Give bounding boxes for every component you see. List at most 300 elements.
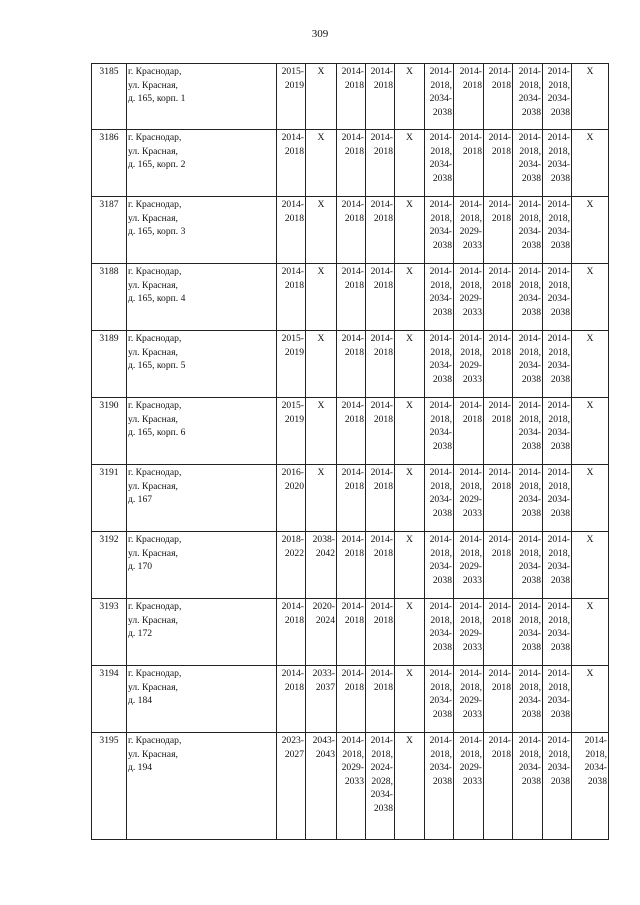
period-line: 2018 [344, 79, 364, 91]
address-line: ул. Красная, [128, 681, 178, 693]
period-cell: X [306, 64, 337, 130]
period-line: 2018, [430, 413, 452, 425]
registry-table [91, 63, 609, 840]
period-line: 2014- [488, 601, 511, 612]
period-cell: X [306, 398, 337, 465]
period-line: 2034- [429, 762, 452, 773]
period-line: 2014- [341, 333, 364, 344]
period-line: 2019 [284, 346, 304, 358]
period-cell [366, 197, 395, 264]
period-line: 2027 [284, 748, 304, 760]
period-line: 2018, [430, 614, 452, 626]
period-line: 2014- [547, 668, 570, 679]
period-line: 2018 [344, 346, 364, 358]
period-line: 2038 [432, 172, 452, 184]
period-cell: X [572, 398, 609, 465]
period-line: 2014- [341, 467, 364, 478]
period-line: 2024 [315, 614, 335, 626]
period-line: 2018, [430, 547, 452, 559]
address-line: г. Краснодар, [128, 601, 182, 612]
address-line: д. 165, корп. 2 [128, 159, 186, 170]
period-line: 2018, [519, 413, 541, 425]
period-line: 2018 [491, 79, 511, 91]
period-cell [484, 398, 513, 465]
period-line: 2018 [373, 212, 393, 224]
period-cell [454, 666, 484, 733]
period-cell [366, 398, 395, 465]
period-line: 2014- [429, 467, 452, 478]
period-line: 2018, [460, 480, 482, 492]
address-cell [127, 264, 277, 331]
period-line: 2014- [518, 266, 541, 277]
period-cell [337, 264, 366, 331]
period-cell: X [395, 64, 425, 130]
period-line: 2018, [519, 212, 541, 224]
period-line: 2014- [281, 266, 304, 277]
period-line: 2034- [547, 494, 570, 505]
address-line: г. Краснодар, [128, 534, 182, 545]
period-cell [366, 130, 395, 197]
period-cell: X [306, 130, 337, 197]
period-line: 2034- [547, 293, 570, 304]
period-cell: X [395, 733, 425, 840]
period-cell [543, 465, 572, 532]
address-cell [127, 64, 277, 130]
table-row [92, 465, 609, 532]
period-line: 2014- [370, 467, 393, 478]
period-line: 2018 [462, 79, 482, 91]
period-cell [543, 264, 572, 331]
period-cell [484, 130, 513, 197]
table-row [92, 264, 609, 331]
period-cell [337, 64, 366, 130]
period-cell [454, 599, 484, 666]
period-cell: X [395, 666, 425, 733]
period-line: 2018, [548, 614, 570, 626]
period-line: 2014- [459, 534, 482, 545]
period-line: 2018 [344, 614, 364, 626]
period-cell [454, 532, 484, 599]
period-line: 2038 [550, 172, 570, 184]
period-line: 2014- [370, 601, 393, 612]
period-line: 2020 [284, 480, 304, 492]
period-line: 2034- [518, 561, 541, 572]
period-line: 2034- [547, 762, 570, 773]
period-cell [543, 64, 572, 130]
period-line: 2018, [430, 748, 452, 760]
period-line: 2018, [460, 279, 482, 291]
period-line: 2038 [550, 239, 570, 251]
period-line: 2014- [459, 735, 482, 746]
period-line: 2014- [547, 199, 570, 210]
period-cell [366, 465, 395, 532]
period-cell [484, 64, 513, 130]
period-line: 2024- [370, 762, 393, 773]
period-line: 2014- [547, 467, 570, 478]
period-cell: X [572, 197, 609, 264]
period-cell [277, 666, 306, 733]
address-line: г. Краснодар, [128, 400, 182, 411]
address-line: д. 167 [128, 494, 153, 505]
period-line: 2018, [519, 145, 541, 157]
period-line: 2029- [459, 762, 482, 773]
address-line: ул. Красная, [128, 614, 178, 626]
period-line: 2022 [284, 547, 304, 559]
period-line: 2018, [548, 79, 570, 91]
period-line: 2038 [550, 708, 570, 720]
period-line: 2043 [315, 748, 335, 760]
period-line: 2014- [281, 668, 304, 679]
period-line: 2034- [429, 628, 452, 639]
period-line: 2018 [491, 145, 511, 157]
period-line: 2018 [344, 279, 364, 291]
period-cell [425, 666, 454, 733]
period-cell [484, 532, 513, 599]
period-cell [425, 532, 454, 599]
period-line: 2018, [460, 346, 482, 358]
period-line: 2014- [459, 333, 482, 344]
period-line: 2038 [521, 507, 541, 519]
period-line: 2014- [518, 668, 541, 679]
period-line: 2029- [459, 561, 482, 572]
period-line: 2038 [550, 106, 570, 118]
period-cell [277, 331, 306, 398]
period-line: 2014- [459, 400, 482, 411]
period-line: 2028, [371, 775, 393, 787]
period-line: 2014- [370, 132, 393, 143]
period-line: 2034- [429, 293, 452, 304]
period-line: 2034- [547, 427, 570, 438]
period-line: 2018 [462, 145, 482, 157]
address-cell [127, 532, 277, 599]
period-line: 2034- [547, 93, 570, 104]
period-line: 2034- [518, 360, 541, 371]
period-line: 2038 [432, 239, 452, 251]
period-line: 2038 [432, 106, 452, 118]
period-cell [337, 599, 366, 666]
period-cell [454, 64, 484, 130]
period-line: 2038 [521, 172, 541, 184]
address-cell [127, 331, 277, 398]
period-line: 2014- [488, 132, 511, 143]
period-line: 2014- [429, 333, 452, 344]
period-line: 2033 [462, 775, 482, 787]
period-line: 2015- [281, 400, 304, 411]
period-line: 2038 [550, 507, 570, 519]
period-cell [513, 532, 543, 599]
period-line: 2018, [548, 547, 570, 559]
period-line: 2014- [281, 199, 304, 210]
period-line: 2014- [547, 601, 570, 612]
period-line: 2014- [429, 601, 452, 612]
period-line: 2014- [429, 266, 452, 277]
period-line: 2034- [518, 494, 541, 505]
period-line: 2018 [284, 145, 304, 157]
period-cell [454, 331, 484, 398]
period-line: 2018 [373, 681, 393, 693]
period-line: 2014- [341, 266, 364, 277]
period-line: 2029- [459, 695, 482, 706]
period-line: 2018 [344, 413, 364, 425]
period-cell [543, 599, 572, 666]
period-cell [513, 599, 543, 666]
address-line: д. 184 [128, 695, 153, 706]
period-line: 2014- [547, 400, 570, 411]
period-line: 2014- [488, 333, 511, 344]
period-cell [306, 733, 337, 840]
period-line: 2018 [284, 212, 304, 224]
period-cell [425, 599, 454, 666]
row-number: 3190 [92, 398, 127, 465]
period-cell [277, 264, 306, 331]
period-line: 2014- [341, 668, 364, 679]
period-line: 2018 [491, 413, 511, 425]
period-line: 2038 [521, 641, 541, 653]
period-cell [484, 465, 513, 532]
period-cell [513, 130, 543, 197]
period-line: 2018 [373, 413, 393, 425]
period-cell [337, 465, 366, 532]
address-line: д. 165, корп. 3 [128, 226, 186, 237]
period-line: 2034- [547, 695, 570, 706]
period-line: 2018 [373, 614, 393, 626]
address-cell [127, 666, 277, 733]
period-line: 2018, [548, 413, 570, 425]
period-line: 2014- [488, 668, 511, 679]
table-row [92, 130, 609, 197]
address-line: г. Краснодар, [128, 735, 182, 746]
period-line: 2029- [341, 762, 364, 773]
period-line: 2033 [344, 775, 364, 787]
period-line: 2018 [491, 614, 511, 626]
period-line: 2033 [462, 641, 482, 653]
period-line: 2034- [518, 427, 541, 438]
period-line: 2014- [370, 66, 393, 77]
period-cell [425, 465, 454, 532]
period-line: 2014- [429, 534, 452, 545]
address-line: д. 165, корп. 5 [128, 360, 186, 371]
period-cell [425, 197, 454, 264]
period-line: 2016- [281, 467, 304, 478]
period-line: 2018, [519, 547, 541, 559]
period-cell [277, 465, 306, 532]
period-line: 2014- [459, 467, 482, 478]
period-line: 2038 [550, 373, 570, 385]
period-cell: X [572, 130, 609, 197]
period-line: 2014- [459, 668, 482, 679]
period-line: 2014- [547, 66, 570, 77]
period-line: 2019 [284, 413, 304, 425]
period-line: 2038 [432, 373, 452, 385]
row-number: 3192 [92, 532, 127, 599]
period-line: 2018, [430, 79, 452, 91]
period-line: 2018 [284, 279, 304, 291]
address-line: г. Краснодар, [128, 132, 182, 143]
period-line: 2014- [518, 66, 541, 77]
address-line: д. 172 [128, 628, 153, 639]
period-line: 2019 [284, 79, 304, 91]
period-line: 2018 [462, 413, 482, 425]
period-line: 2018 [491, 212, 511, 224]
address-line: г. Краснодар, [128, 199, 182, 210]
period-line: 2029- [459, 360, 482, 371]
period-line: 2014- [518, 467, 541, 478]
period-line: 2014- [547, 266, 570, 277]
period-cell [306, 666, 337, 733]
address-line: ул. Красная, [128, 748, 178, 760]
period-line: 2018, [430, 681, 452, 693]
period-cell [454, 465, 484, 532]
period-cell [366, 64, 395, 130]
period-line: 2018 [491, 547, 511, 559]
period-line: 2033 [462, 373, 482, 385]
period-cell [425, 130, 454, 197]
period-line: 2014- [518, 534, 541, 545]
address-line: г. Краснодар, [128, 333, 182, 344]
period-cell [484, 331, 513, 398]
row-number: 3186 [92, 130, 127, 197]
period-line: 2018 [491, 748, 511, 760]
period-line: 2014- [547, 735, 570, 746]
period-cell [425, 331, 454, 398]
period-cell [366, 733, 395, 840]
period-line: 2033 [462, 574, 482, 586]
period-cell [366, 599, 395, 666]
period-line: 2014- [341, 132, 364, 143]
address-line: ул. Красная, [128, 547, 178, 559]
period-line: 2014- [370, 266, 393, 277]
row-number: 3193 [92, 599, 127, 666]
period-line: 2018, [585, 748, 607, 760]
period-line: 2033- [312, 668, 335, 679]
period-line: 2014- [370, 668, 393, 679]
row-number: 3189 [92, 331, 127, 398]
period-line: 2014- [488, 266, 511, 277]
period-line: 2014- [341, 601, 364, 612]
period-line: 2038 [550, 574, 570, 586]
period-line: 2038 [550, 306, 570, 318]
period-cell [366, 264, 395, 331]
period-line: 2034- [518, 159, 541, 170]
period-line: 2034- [429, 360, 452, 371]
period-line: 2038 [550, 641, 570, 653]
period-cell: X [395, 264, 425, 331]
table-row [92, 733, 609, 840]
period-cell [484, 264, 513, 331]
period-line: 2034- [547, 561, 570, 572]
period-line: 2038 [521, 106, 541, 118]
table-row [92, 599, 609, 666]
period-line: 2018, [519, 346, 541, 358]
period-cell [543, 666, 572, 733]
period-line: 2014- [488, 66, 511, 77]
period-line: 2029- [459, 293, 482, 304]
period-line: 2014- [488, 735, 511, 746]
period-line: 2038- [312, 534, 335, 545]
period-cell [543, 331, 572, 398]
period-cell [454, 264, 484, 331]
period-line: 2018, [519, 748, 541, 760]
period-line: 2038 [521, 775, 541, 787]
period-cell [454, 398, 484, 465]
period-line: 2014- [488, 400, 511, 411]
period-cell: X [572, 331, 609, 398]
period-line: 2014- [518, 601, 541, 612]
period-line: 2033 [462, 708, 482, 720]
period-cell [543, 398, 572, 465]
period-line: 2018 [491, 346, 511, 358]
period-line: 2018 [373, 346, 393, 358]
page-number: 309 [311, 28, 329, 40]
row-number: 3195 [92, 733, 127, 840]
period-line: 2018, [460, 681, 482, 693]
period-line: 2014- [518, 735, 541, 746]
period-cell [277, 64, 306, 130]
address-cell [127, 130, 277, 197]
period-line: 2038 [587, 775, 607, 787]
period-line: 2018 [373, 279, 393, 291]
period-cell [425, 264, 454, 331]
row-number: 3185 [92, 64, 127, 130]
period-cell [425, 398, 454, 465]
period-line: 2018 [491, 480, 511, 492]
period-line: 2014- [459, 66, 482, 77]
period-line: 2033 [462, 507, 482, 519]
period-line: 2014- [370, 199, 393, 210]
period-line: 2014- [429, 668, 452, 679]
period-cell [337, 398, 366, 465]
period-line: 2018, [548, 480, 570, 492]
period-cell [277, 398, 306, 465]
period-cell: X [395, 197, 425, 264]
period-cell [337, 331, 366, 398]
address-line: ул. Красная, [128, 279, 178, 291]
address-line: д. 194 [128, 762, 153, 773]
period-line: 2014- [370, 534, 393, 545]
period-line: 2018 [373, 79, 393, 91]
address-line: г. Краснодар, [128, 66, 182, 77]
period-line: 2018, [519, 79, 541, 91]
period-line: 2014- [370, 400, 393, 411]
period-line: 2014- [518, 333, 541, 344]
period-cell: X [572, 264, 609, 331]
table-row [92, 64, 609, 130]
table-row [92, 532, 609, 599]
period-line: 2014- [459, 601, 482, 612]
period-line: 2014- [341, 199, 364, 210]
period-line: 2018 [284, 681, 304, 693]
address-cell [127, 733, 277, 840]
period-line: 2018 [344, 480, 364, 492]
period-line: 2018, [342, 748, 364, 760]
address-line: г. Краснодар, [128, 668, 182, 679]
period-line: 2038 [432, 708, 452, 720]
period-cell [513, 64, 543, 130]
period-line: 2018, [460, 212, 482, 224]
address-line: ул. Красная, [128, 79, 178, 91]
period-line: 2014- [429, 132, 452, 143]
period-cell [513, 197, 543, 264]
period-line: 2018, [548, 212, 570, 224]
period-cell [277, 197, 306, 264]
period-line: 2018, [430, 346, 452, 358]
period-line: 2014- [341, 735, 364, 746]
address-cell [127, 197, 277, 264]
period-line: 2018, [371, 748, 393, 760]
period-cell [425, 733, 454, 840]
period-cell: X [395, 331, 425, 398]
period-cell: X [306, 197, 337, 264]
